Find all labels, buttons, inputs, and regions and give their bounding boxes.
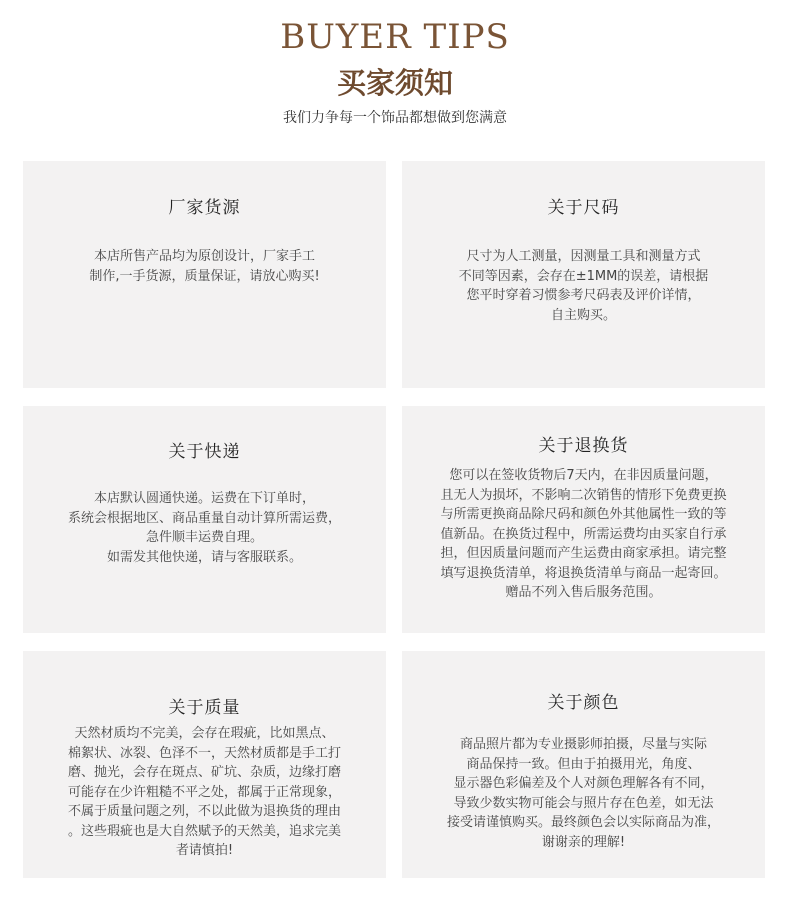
- card-title: 关于质量: [168, 698, 241, 718]
- card-line: 尺寸为人工测量，因测量工具和测量方式: [466, 249, 701, 264]
- card-line: 填写退换货清单，将退换货清单与商品一起寄回。: [440, 565, 727, 581]
- card-returns: [402, 406, 765, 633]
- card-line: 棉絮状、冰裂、色泽不一，天然材质都是手工打: [67, 745, 341, 761]
- card-line: 制作,一手货源，质量保证，请放心购买!: [89, 268, 320, 284]
- card-line: 本店所售产品均为原创设计，厂家手工: [93, 249, 315, 264]
- card-body: [23, 724, 386, 861]
- card-line: 商品保持一致。但由于拍摄用光，角度、: [466, 756, 701, 772]
- card-body: [402, 247, 765, 325]
- card-line: 不同等因素，会存在±1MM的误差，请根据: [458, 268, 709, 284]
- card-line: 天然材质均不完美，会存在瑕疵，比如黑点、: [74, 726, 335, 741]
- card-line: 不属于质量问题之列，不以此做为退换货的理由: [67, 804, 341, 819]
- card-line: 赠品不列入售后服务范围。: [505, 585, 662, 600]
- card-delivery: [23, 406, 386, 633]
- card-title: 关于退换货: [538, 436, 629, 456]
- title-chinese: 买家须知: [336, 66, 453, 100]
- card-line: 您平时穿着习惯参考尺码表及评价详情，: [466, 288, 701, 303]
- card-body: [23, 489, 386, 567]
- subtitle: 我们力争每一个饰品都想做到您满意: [283, 110, 507, 126]
- card-line: 导致少数实物可能会与照片存在色差，如无法: [453, 795, 714, 811]
- card-line: 磨、抛光，会存在斑点、矿坑、杂质，边缘打磨: [67, 765, 341, 780]
- card-color: [402, 651, 765, 878]
- card-factory-source: [23, 161, 386, 388]
- card-line: 您可以在签收货物后7天内，在非因质量问题，: [449, 468, 718, 483]
- card-line: 。这些瑕疵也是大自然赋予的天然美，追求完美: [67, 823, 341, 839]
- card-title: 关于快递: [168, 442, 241, 462]
- card-line: 系统会根据地区、商品重量自动计算所需运费，: [67, 510, 341, 526]
- card-line: 可能存在少许粗糙不平之处，都属于正常现象，: [67, 784, 341, 800]
- card-line: 者请慎拍!: [175, 843, 234, 858]
- card-body: [402, 735, 765, 852]
- card-line: 商品照片都为专业摄影师拍摄，尽量与实际: [459, 737, 707, 752]
- card-line: 接受请谨慎购买。最终颜色会以实际商品为准，: [446, 815, 720, 830]
- card-line: 谢谢亲的理解!: [541, 834, 626, 850]
- card-title: 关于颜色: [547, 693, 620, 713]
- card-line: 本店默认圆通快递。运费在下订单时，: [93, 491, 315, 506]
- card-line: 且无人为损坏，不影响二次销售的情形下免费更换: [440, 487, 727, 503]
- card-quality: [23, 651, 386, 878]
- card-title: 厂家货源: [168, 198, 241, 218]
- card-line: 急件顺丰运费自理。: [145, 530, 263, 545]
- card-line: 显示器色彩偏差及个人对颜色理解各有不同，: [453, 776, 714, 791]
- card-line: 与所需更换商品除尺码和颜色外其他属性一致的等: [440, 507, 727, 522]
- card-body: [402, 466, 765, 603]
- card-line: 担，但因质量问题而产生运费由商家承担。请完整: [440, 546, 727, 561]
- card-body: [23, 247, 386, 286]
- card-line: 自主购买。: [550, 307, 616, 323]
- card-title: 关于尺码: [547, 198, 620, 218]
- card-line: 如需发其他快递，请与客服联系。: [106, 549, 302, 565]
- card-line: 值新品。在换货过程中，所需运费均由买家自行承: [440, 526, 727, 542]
- card-size: [402, 161, 765, 388]
- title-english: BUYER TIPS: [280, 17, 510, 57]
